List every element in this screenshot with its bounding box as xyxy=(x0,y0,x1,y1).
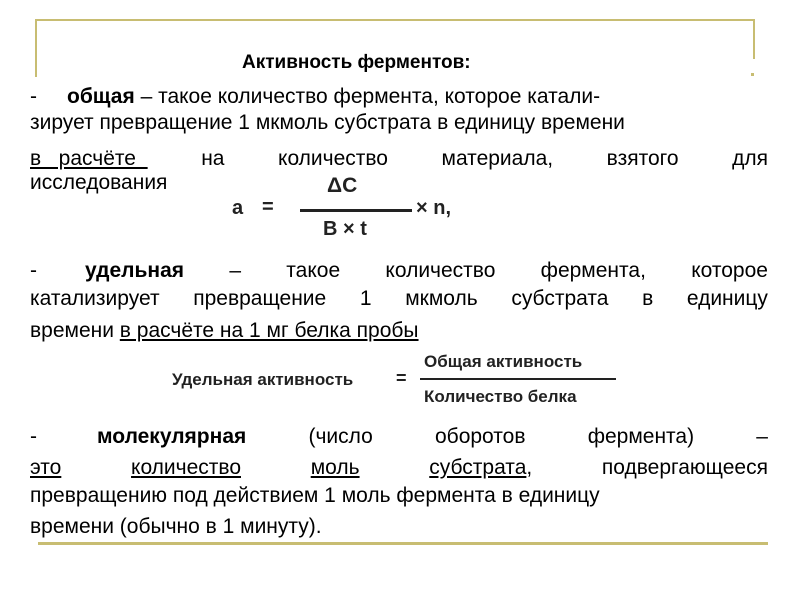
specific-word: единицу xyxy=(686,287,768,310)
specific-word: в xyxy=(642,287,654,310)
general-line-1 xyxy=(30,84,768,109)
specific-lead xyxy=(30,258,184,283)
general-word: материала, xyxy=(441,147,554,170)
formula1-lhs: a xyxy=(232,197,244,219)
general-word: для xyxy=(732,147,768,170)
general-word: взятого xyxy=(606,147,679,170)
specific-line-3 xyxy=(30,318,768,343)
general-word: количество xyxy=(278,147,388,170)
general-line-3 xyxy=(30,146,768,171)
general-dash: - xyxy=(30,85,37,108)
specific-word: такое xyxy=(286,259,341,282)
specific-word: мкмоль xyxy=(405,287,478,310)
formula1-eq: = xyxy=(262,196,274,218)
molecular-word: подвергающееся xyxy=(601,456,768,479)
molecular-word: – xyxy=(756,425,768,448)
general-line-4: исследования xyxy=(30,171,168,194)
frame-top-line xyxy=(35,19,755,21)
frame-left-line xyxy=(35,19,37,77)
specific-line-1 xyxy=(30,258,768,283)
molecular-line-1 xyxy=(30,424,768,449)
general-word: на xyxy=(201,147,225,170)
general-line1-rest: – такое количество фермента, которое катали- xyxy=(140,85,601,108)
molecular-lead xyxy=(30,424,246,449)
specific-underlined-phrase: в расчёте на 1 мг белка пробы xyxy=(119,319,419,342)
specific-activity-formula xyxy=(172,350,622,412)
specific-word: 1 xyxy=(359,287,372,310)
specific-dash: - xyxy=(30,259,37,282)
general-underlined-phrase: в расчёте xyxy=(30,147,148,170)
formula1-fraction-bar xyxy=(300,209,412,212)
molecular-word: фермента) xyxy=(587,425,695,448)
formula2-denominator: Количество белка xyxy=(424,387,577,406)
formula2-fraction-bar xyxy=(420,378,616,380)
formula2-lhs: Удельная активность xyxy=(172,370,354,389)
molecular-line-4: времени (обычно в 1 минуту). xyxy=(30,515,322,538)
molecular-line-3: превращению под действием 1 моль фермента в единицу xyxy=(30,484,600,507)
molecular-term: молекулярная xyxy=(97,425,247,448)
molecular-underlined-word: количество xyxy=(131,456,241,479)
formula1-denominator: B × t xyxy=(323,218,367,240)
frame-bottom-line xyxy=(38,542,768,545)
molecular-dash: - xyxy=(30,425,37,448)
specific-word: фермента, xyxy=(540,259,646,282)
molecular-word: оборотов xyxy=(434,425,526,448)
general-term: общая xyxy=(67,85,135,108)
specific-word: – xyxy=(229,259,242,282)
formula1-numerator: ΔC xyxy=(327,174,358,197)
molecular-underlined-last: субстрата xyxy=(429,456,527,479)
molecular-underlined-word: моль xyxy=(310,456,360,479)
specific-word: количество xyxy=(385,259,496,282)
slide-title: Активность ферментов: xyxy=(242,52,471,73)
specific-line-2 xyxy=(30,286,768,311)
molecular-word: (число xyxy=(308,425,373,448)
molecular-underlined-word: субстрата, xyxy=(429,456,533,479)
formula1-multiplier: × n, xyxy=(416,197,452,219)
frame-right-line xyxy=(753,19,755,59)
formula2-eq: = xyxy=(396,368,407,388)
specific-word: которое xyxy=(691,259,768,282)
total-activity-formula xyxy=(230,176,470,246)
molecular-underlined-word: это xyxy=(30,456,62,479)
specific-term: удельная xyxy=(85,259,185,282)
specific-word: превращение xyxy=(193,287,327,310)
specific-word: катализирует xyxy=(30,287,160,310)
general-line-2: зирует превращение 1 мкмоль субстрата в единицу времени xyxy=(30,111,625,134)
molecular-line-2 xyxy=(30,455,768,480)
specific-word: субстрата xyxy=(511,287,609,310)
frame-corner-mark xyxy=(751,73,754,76)
specific-line3-plain: времени xyxy=(30,319,120,342)
formula2-numerator: Общая активность xyxy=(424,352,583,371)
